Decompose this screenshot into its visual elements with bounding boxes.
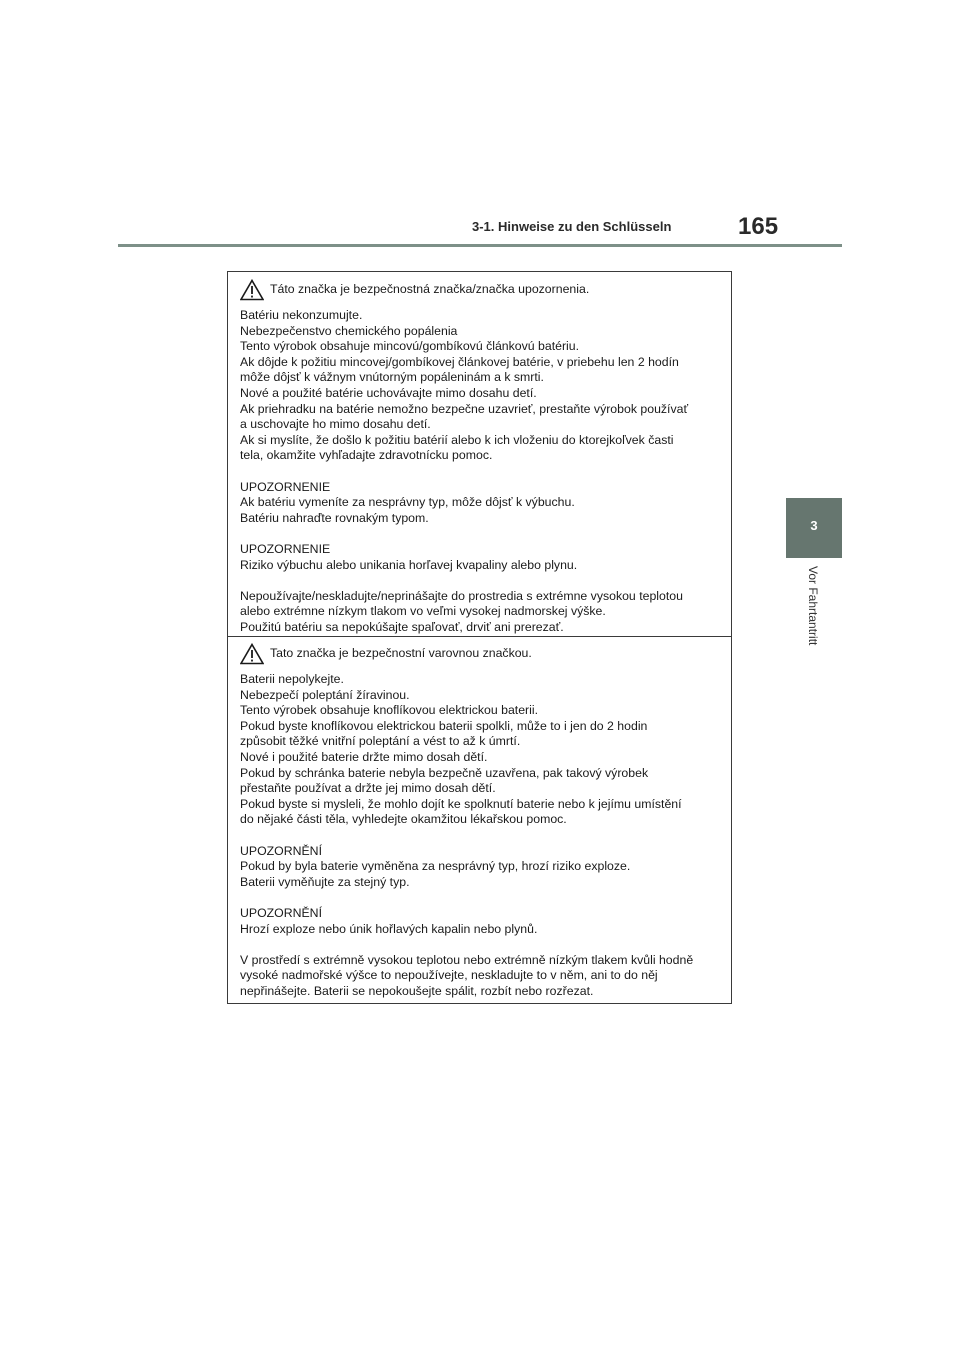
warning-section-czech	[228, 642, 731, 1015]
text-line: UPOZORNENIE	[240, 479, 331, 494]
text-line: Nebezpečenstvo chemického popálenia	[240, 323, 458, 338]
section-divider	[228, 636, 731, 637]
text-line: přestaňte používat a držte jej mimo dosah dětí.	[240, 781, 496, 796]
text-line: Použitú batériu sa nepokúšajte spaľovať, drviť ani prerezať.	[240, 619, 564, 634]
text-line: Batériu nahraďte rovnakým typom.	[240, 510, 429, 525]
warning-heading-row	[240, 642, 719, 666]
text-line: způsobit těžké vnitřní poleptání a vést to až k úmrtí.	[240, 734, 521, 749]
chapter-label: Vor Fahrtantritt	[806, 566, 820, 646]
warning-paragraph	[240, 672, 719, 828]
warning-paragraph	[240, 906, 719, 937]
text-line: Tento výrobek obsahuje knoflíkovou elektrickou baterii.	[240, 703, 539, 718]
page-number: 165	[738, 213, 779, 240]
text-line: UPOZORNĚNÍ	[240, 905, 322, 920]
warning-heading: Tato značka je bezpečnostní varovnou značkou.	[270, 646, 532, 661]
chapter-tab	[786, 498, 842, 558]
header-rule	[118, 244, 842, 247]
text-line: UPOZORNENIE	[240, 541, 331, 556]
warning-triangle-icon	[240, 643, 264, 665]
text-line: Baterii nepolykejte.	[240, 672, 344, 686]
warning-paragraph	[240, 480, 719, 527]
text-line: Pokud byste si mysleli, že mohlo dojít ke spolknutí baterie nebo k jejímu umístění	[240, 796, 682, 811]
warning-paragraph	[240, 542, 719, 573]
section-title: 3-1. Hinweise zu den Schlüsseln	[472, 219, 672, 234]
text-line: V prostředí s extrémně vysokou teplotou nebo extrémně nízkým tlakem kvůli hodně	[240, 952, 694, 967]
text-line: Baterii vyměňujte za stejný typ.	[240, 874, 410, 889]
text-line: Nové a použité batérie uchovávajte mimo dosahu detí.	[240, 385, 537, 400]
text-line: Pokud by schránka baterie nebyla bezpečně uzavřena, pak takový výrobek	[240, 765, 649, 780]
chapter-number: 3	[810, 518, 818, 533]
text-line: Nebezpečí poleptání žíravinou.	[240, 687, 410, 702]
text-line: Ak dôjde k požitiu mincovej/gombíkovej článkovej batérie, v priebehu len 2 hodín	[240, 354, 679, 369]
warning-paragraph	[240, 953, 719, 1000]
text-line: Tento výrobok obsahuje mincovú/gombíkovú článkovú batériu.	[240, 339, 580, 354]
text-line: UPOZORNĚNÍ	[240, 843, 322, 858]
warning-paragraph	[240, 844, 719, 891]
text-line: Riziko výbuchu alebo unikania horľavej kvapaliny alebo plynu.	[240, 557, 578, 572]
warning-heading-row	[240, 278, 719, 302]
text-line: Ak batériu vymeníte za nesprávny typ, môže dôjsť k výbuchu.	[240, 495, 575, 510]
warning-section-slovak	[228, 278, 731, 651]
text-line: a uschovajte ho mimo dosahu detí.	[240, 417, 431, 432]
text-line: Pokud by byla baterie vyměněna za nesprávný typ, hrozí riziko exploze.	[240, 859, 631, 874]
text-line: Ak priehradku na batérie nemožno bezpečne uzavrieť, prestaňte výrobok používať	[240, 401, 689, 416]
text-line: môže dôjsť k vážnym vnútorným popáleninám a k smrti.	[240, 370, 544, 385]
text-line: Nepoužívajte/neskladujte/neprinášajte do prostredia s extrémne vysokou teplotou	[240, 588, 683, 603]
text-line: do nějaké části těla, vyhledejte okamžitou lékařskou pomoc.	[240, 812, 567, 827]
text-line: Ak si myslíte, že došlo k požitiu batérií alebo k ich vloženiu do ktorejkoľvek časti	[240, 432, 674, 447]
text-line: Nové i použité baterie držte mimo dosah dětí.	[240, 749, 488, 764]
warning-paragraph	[240, 308, 719, 464]
warning-box	[227, 271, 732, 1004]
text-line: Pokud byste knoflíkovou elektrickou baterii spolkli, může to i jen do 2 hodin	[240, 718, 648, 733]
warning-paragraph	[240, 589, 719, 636]
warning-heading: Táto značka je bezpečnostná značka/značka upozornenia.	[270, 282, 590, 297]
text-line: vysoké nadmořské výšce to nepoužívejte, neskladujte to v něm, ani to do něj	[240, 968, 658, 983]
text-line: Hrozí exploze nebo únik hořlavých kapalin nebo plynů.	[240, 921, 538, 936]
text-line: nepřinášejte. Baterii se nepokoušejte spálit, rozbít nebo rozřezat.	[240, 983, 594, 998]
warning-triangle-icon	[240, 279, 264, 301]
text-line: alebo extrémne nízkym tlakom vo veľmi vysokej nadmorskej výške.	[240, 604, 606, 619]
text-line: tela, okamžite vyhľadajte zdravotnícku pomoc.	[240, 448, 493, 463]
text-line: Batériu nekonzumujte.	[240, 308, 363, 322]
